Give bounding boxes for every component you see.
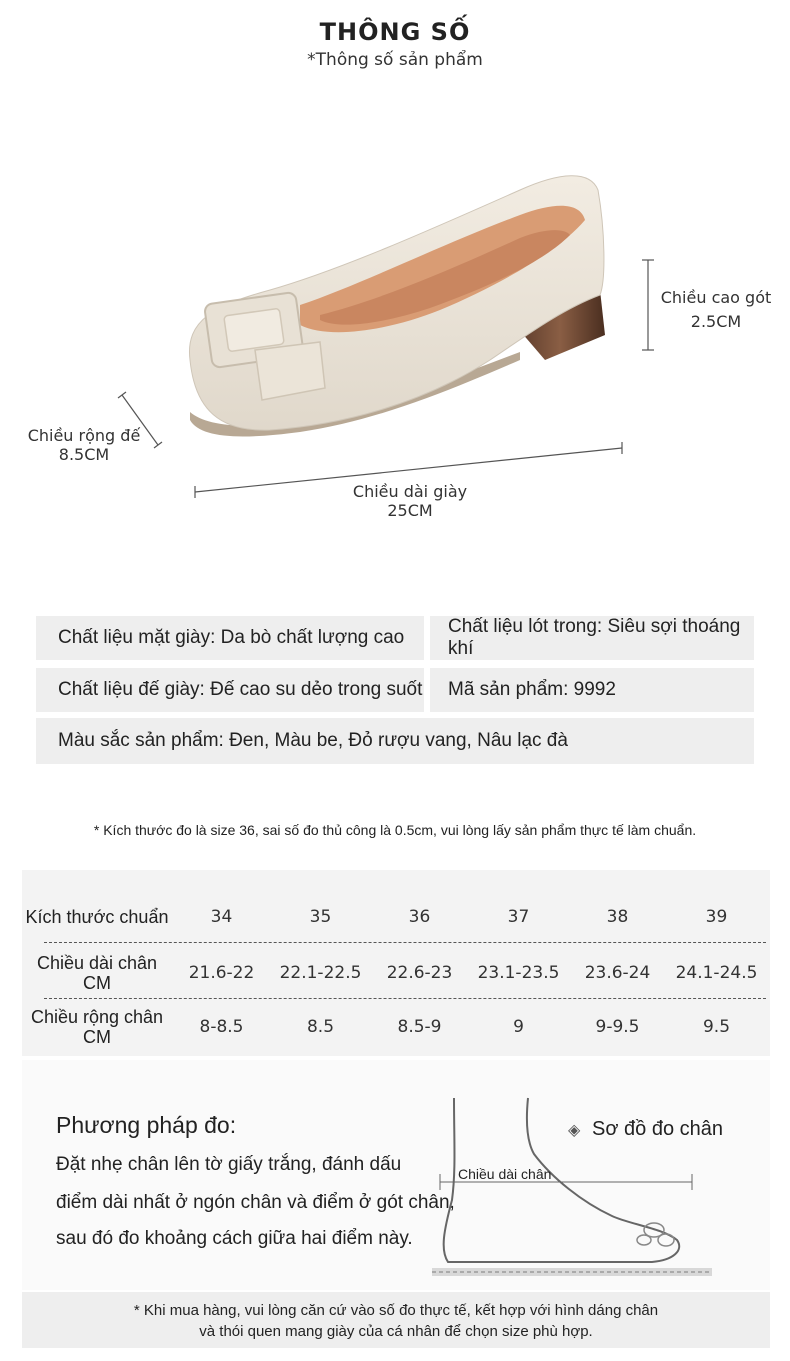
size-cell: 22.1-22.5 (279, 963, 362, 983)
measurement-note: * Kích thước đo là size 36, sai số đo thủ công là 0.5cm, vui lòng lấy sản phẩm thực tế làm chuẩn. (93, 822, 697, 838)
page-title: THÔNG SỐ (319, 18, 471, 46)
sole-width-title: Chiều rộng đế (27, 426, 141, 445)
size-cell: 34 (210, 907, 233, 927)
size-table (22, 870, 770, 1056)
spec-colors: Màu sắc sản phẩm: Đen, Màu be, Đỏ rượu vang, Nâu lạc đà (36, 718, 754, 764)
size-cell: 23.1-23.5 (477, 963, 560, 983)
shoe-illustration-area (0, 120, 790, 540)
spec-sole-material: Chất liệu đế giày: Đế cao su dẻo trong suốt (36, 668, 424, 712)
measure-method-section (22, 1060, 770, 1290)
size-row-head: Chiều dài chân CM (36, 953, 158, 993)
size-row-head: Chiều rộng chân CM (30, 1007, 164, 1047)
footer-line: * Khi mua hàng, vui lòng căn cứ vào số đo thực tế, kết hợp với hình dáng chân (133, 1302, 659, 1319)
size-cell: 24.1-24.5 (675, 963, 758, 983)
size-cell: 36 (408, 907, 431, 927)
diamond-icon: ◈ (568, 1122, 581, 1139)
page-subtitle: *Thông số sản phẩm (307, 50, 483, 70)
method-step-line: Đặt nhẹ chân lên tờ giấy trắng, đánh dấu (56, 1154, 402, 1175)
size-cell: 22.6-23 (386, 963, 453, 983)
header (0, 18, 790, 70)
sole-width-value: 8.5CM (58, 445, 110, 464)
method-step-line: sau đó đo khoảng cách giữa hai điểm này. (56, 1228, 413, 1249)
size-cell: 39 (705, 907, 728, 927)
size-row-foot-width (22, 1004, 770, 1050)
size-cell: 9 (513, 1017, 524, 1037)
size-row-foot-length (22, 950, 770, 996)
size-cell: 38 (606, 907, 629, 927)
heel-height-label (656, 288, 776, 331)
heel-height-title: Chiều cao gót (660, 288, 772, 307)
table-divider (44, 942, 766, 943)
size-cell: 9.5 (702, 1017, 731, 1037)
shoe-length-value: 25CM (387, 501, 433, 520)
sole-width-label (14, 426, 154, 464)
table-divider (44, 998, 766, 999)
method-title: Phương pháp đo: (56, 1112, 237, 1138)
size-cell: 21.6-22 (188, 963, 255, 983)
size-cell: 35 (309, 907, 332, 927)
size-cell: 8.5 (306, 1017, 335, 1037)
size-row-standard (22, 902, 770, 932)
spec-product-code: Mã sản phẩm: 9992 (430, 668, 754, 712)
spec-upper-material: Chất liệu mặt giày: Da bò chất lượng cao (36, 616, 424, 660)
footer-note (22, 1292, 770, 1348)
foot-diagram-title: Sơ đồ đo chân (592, 1118, 723, 1140)
size-cell: 9-9.5 (595, 1017, 640, 1037)
size-cell: 37 (507, 907, 530, 927)
size-cell: 8.5-9 (397, 1017, 442, 1037)
method-step-line: điểm dài nhất ở ngón chân và điểm ở gót chân, (56, 1192, 455, 1213)
size-row-head: Kích thước chuẩn (25, 907, 169, 927)
shoe-length-label (330, 482, 490, 520)
spec-lining-material: Chất liệu lót trong: Siêu sợi thoáng khí (430, 616, 754, 660)
size-cell: 8-8.5 (199, 1017, 244, 1037)
shoe-length-title: Chiều dài giày (352, 482, 468, 501)
footer-line: và thói quen mang giày của cá nhân để chọn size phù hợp. (199, 1323, 593, 1340)
size-cell: 23.6-24 (584, 963, 651, 983)
foot-length-label: Chiều dài chân (458, 1166, 552, 1182)
heel-height-value: 2.5CM (690, 312, 742, 331)
